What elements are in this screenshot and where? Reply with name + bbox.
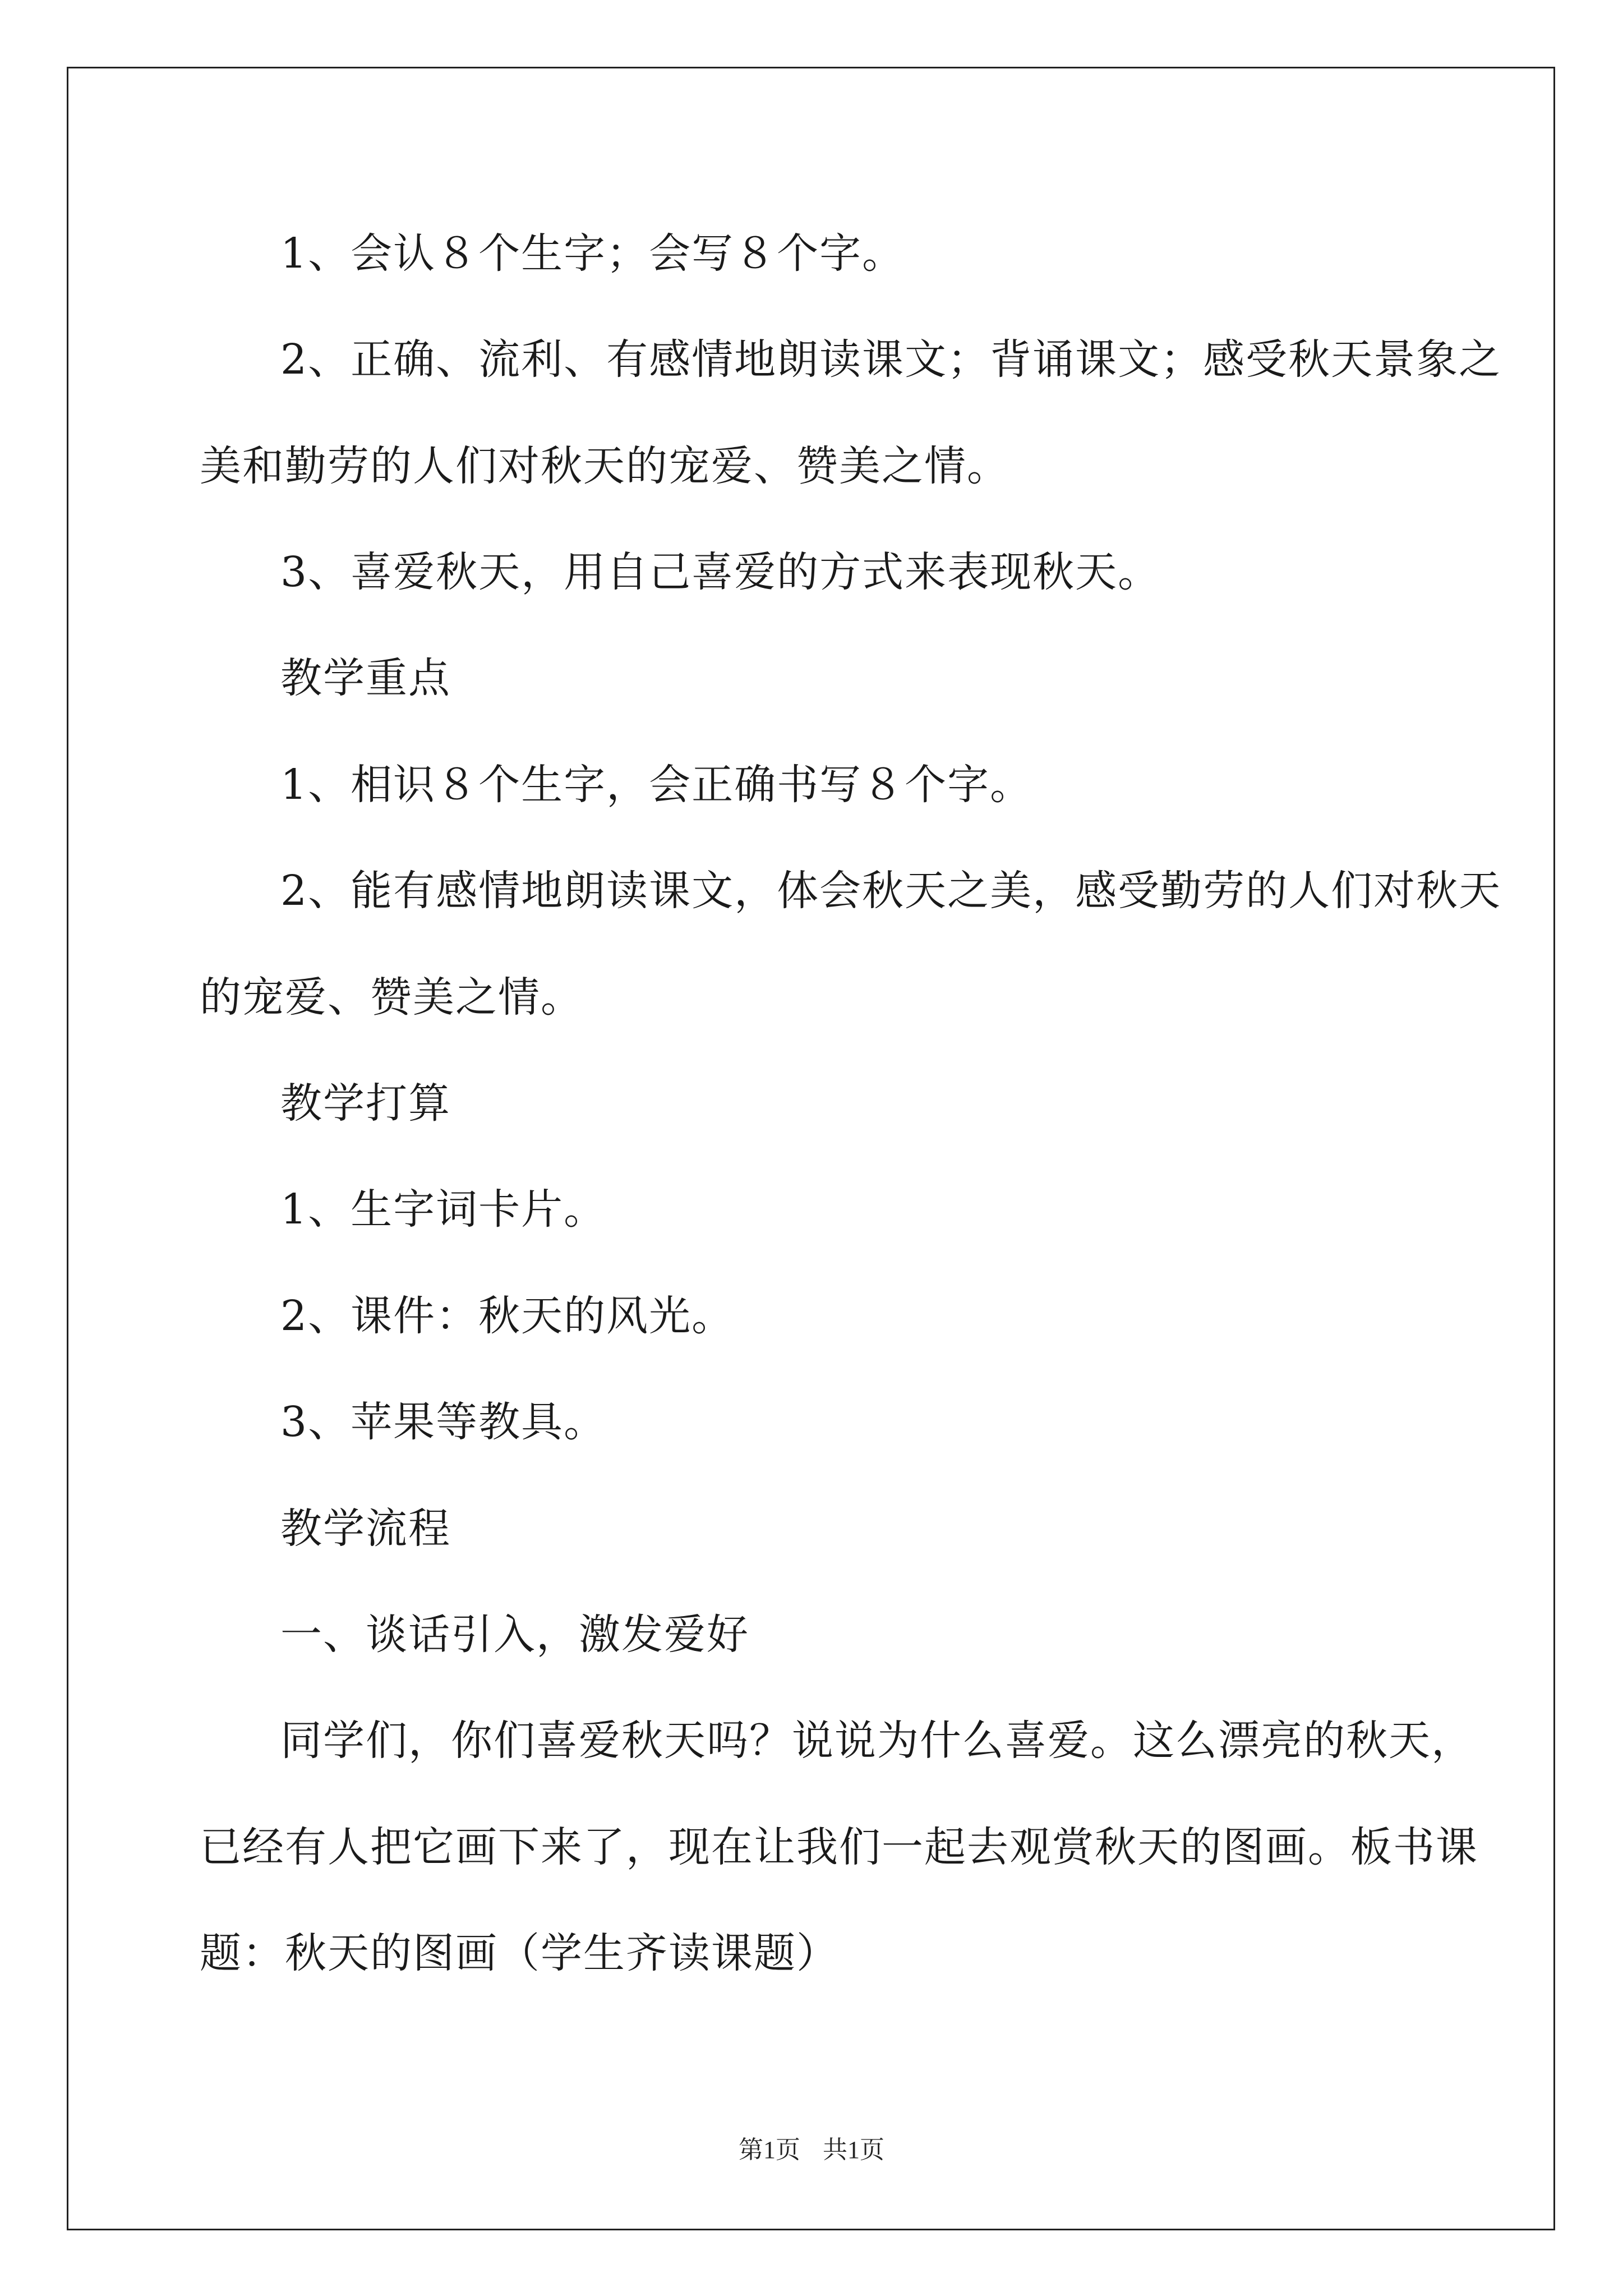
paragraph-line: 3、喜爱秋天，用自己喜爱的方式来表现秋天。 [280,548,1161,596]
section-heading: 教学流程 [280,1504,451,1553]
section-heading: 一、谈话引入，激发爱好 [280,1611,749,1659]
paragraph-line: 2、课件：秋天的风光。 [280,1292,735,1340]
paragraph-line: 2、能有感情地朗读课文，体会秋天之美，感受勤劳的人们对秋天 [280,867,1502,915]
page-number: 第1页 [739,2136,800,2164]
paragraph-line: 的宠爱、赞美之情。 [200,973,583,1022]
paragraph-line: 2、正确、流利、有感情地朗读课文；背诵课文；感受秋天景象之 [280,335,1502,384]
section-heading: 教学打算 [280,1079,451,1128]
paragraph-line: 已经有人把它画下来了，现在让我们一起去观赏秋天的图画。板书课 [200,1823,1478,1871]
paragraph-line: 1、会认８个生字；会写８个字。 [280,229,905,278]
section-heading: 教学重点 [280,654,451,702]
page-footer [0,2134,1623,2166]
page-total: 共1页 [823,2136,884,2164]
paragraph-line: 1、生字词卡片。 [280,1185,607,1234]
paragraph-line: 美和勤劳的人们对秋天的宠爱、赞美之情。 [200,442,1009,490]
paragraph-line: 题：秋天的图画（学生齐读课题） [200,1929,839,1977]
paragraph-line: 同学们，你们喜爱秋天吗？说说为什么喜爱。这么漂亮的秋天， [280,1717,1474,1765]
paragraph-line: 1、相识８个生字，会正确书写８个字。 [280,761,1033,809]
page-border [67,67,1555,2230]
paragraph-line: 3、苹果等教具。 [280,1398,607,1446]
